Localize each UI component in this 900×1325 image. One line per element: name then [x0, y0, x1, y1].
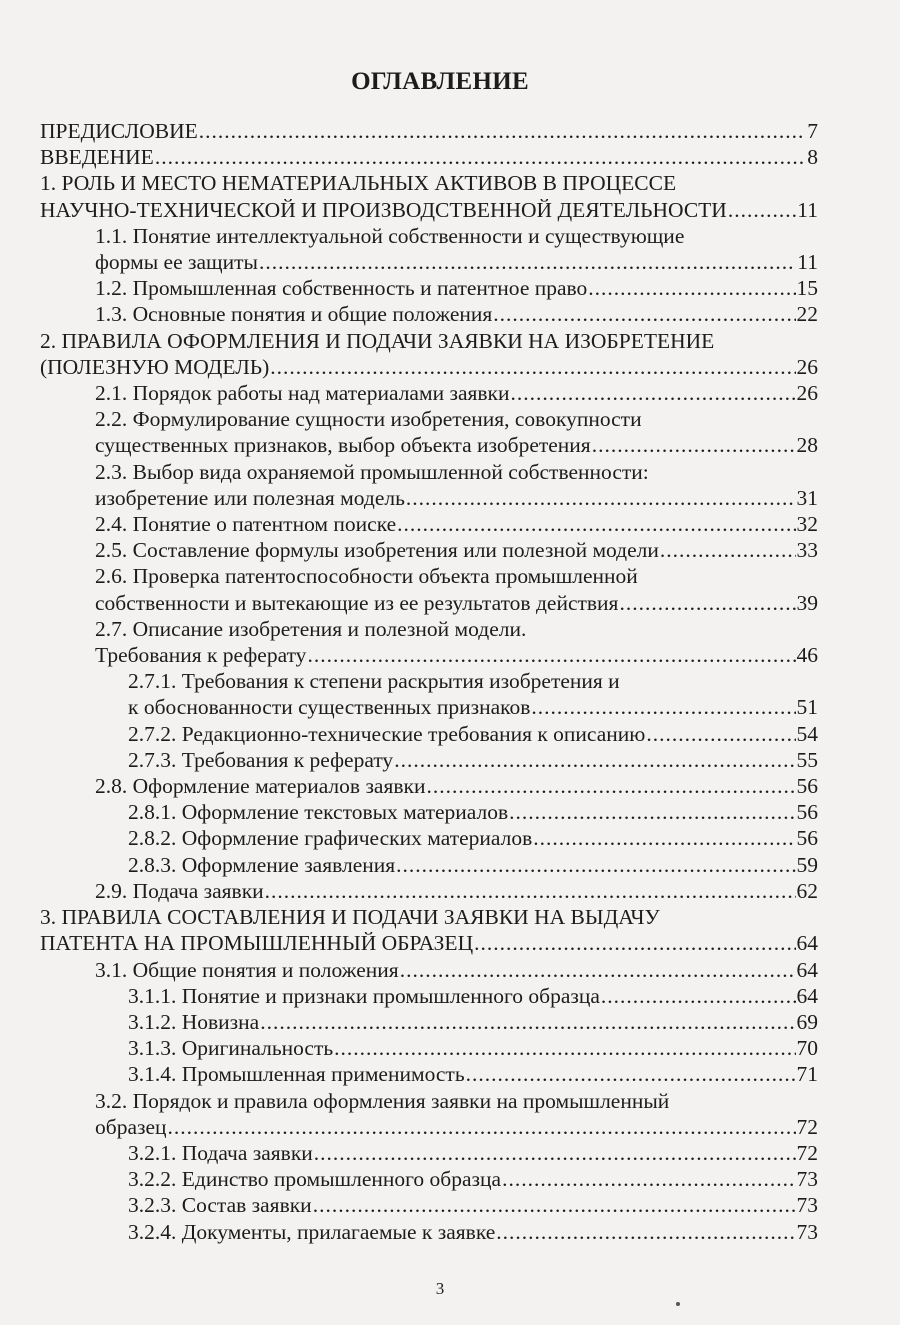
- toc-entry-title-line: 2.7.1. Требования к степени раскрытия изобретения и: [128, 669, 620, 694]
- toc-entry-title: к обоснованности существенных признаков: [128, 695, 531, 720]
- dot-leader: [510, 380, 795, 406]
- toc-entry-title: НАУЧНО-ТЕХНИЧЕСКОЙ И ПРОИЗВОДСТВЕННОЙ ДЕЯТЕЛЬНОСТИ: [40, 197, 727, 222]
- dot-leader: [400, 957, 796, 983]
- toc-page-number: 70: [796, 1036, 818, 1061]
- toc-entry-line: [95, 275, 818, 301]
- toc-page-number: 31: [796, 485, 818, 510]
- toc-page-number: 8: [807, 145, 818, 170]
- toc-entry-title: 2.7.2. Редакционно-технические требования к описанию: [128, 721, 646, 746]
- toc-entry-line: [40, 930, 818, 956]
- toc-entry-line: [128, 1009, 818, 1035]
- toc-page-number: 71: [796, 1062, 818, 1087]
- toc-page-number: 56: [796, 774, 818, 799]
- toc-entry-title: 3.2.2. Единство промышленного образца: [128, 1167, 502, 1192]
- page-number: 3: [435, 1279, 445, 1298]
- toc-entry-line: [95, 642, 818, 668]
- dot-leader: [270, 354, 795, 380]
- toc-entry-title: 2.5. Составление формулы изобретения или полезной модели: [95, 538, 659, 563]
- toc-page-number: 64: [796, 931, 818, 956]
- toc-entry-line: [40, 118, 818, 144]
- toc-page-number: 62: [796, 878, 818, 903]
- toc-entry-title: 3.2.1. Подача заявки: [128, 1140, 313, 1165]
- dot-leader: [426, 773, 795, 799]
- toc-entry: [40, 1009, 818, 1035]
- toc-entry-line: [128, 983, 818, 1009]
- toc-entry: [40, 1035, 818, 1061]
- toc-entry-title-line: 3. ПРАВИЛА СОСТАВЛЕНИЯ И ПОДАЧИ ЗАЯВКИ НА ВЫДАЧУ: [40, 905, 660, 930]
- toc-page-number: 56: [796, 826, 818, 851]
- toc-entry-title: образец: [95, 1114, 167, 1139]
- toc-page-number: 72: [796, 1114, 818, 1139]
- toc-entry-line: [95, 380, 818, 406]
- toc-entry: [40, 983, 818, 1009]
- toc-entry: [40, 773, 818, 799]
- toc-entry-title-line: 1. РОЛЬ И МЕСТО НЕМАТЕРИАЛЬНЫХ АКТИВОВ В ПРОЦЕССЕ: [40, 171, 677, 196]
- toc-entry-title: 2.7.3. Требования к реферату: [128, 747, 394, 772]
- toc-page-number: 32: [796, 512, 818, 537]
- toc-entry: [40, 406, 818, 458]
- dot-leader: [260, 1009, 795, 1035]
- toc-entry: [40, 825, 818, 851]
- toc-entry: [40, 301, 818, 327]
- toc-entry-title-line: 2. ПРАВИЛА ОФОРМЛЕНИЯ И ПОДАЧИ ЗАЯВКИ НА ИЗОБРЕТЕНИЕ: [40, 328, 715, 353]
- dot-leader: [466, 1061, 796, 1087]
- dot-leader: [397, 511, 795, 537]
- toc-entry-title-line: 3.2. Порядок и правила оформления заявки на промышленный: [95, 1088, 670, 1113]
- toc-entry: [40, 1088, 818, 1140]
- toc-page-number: 39: [796, 590, 818, 615]
- toc-entry: [40, 459, 818, 511]
- toc-entry-line: [128, 1192, 818, 1218]
- toc-entry-line: [40, 354, 818, 380]
- toc-page-number: 15: [796, 276, 818, 301]
- dot-leader: [314, 1140, 796, 1166]
- toc-entry: [40, 1061, 818, 1087]
- toc-entry-line: [95, 878, 818, 904]
- toc-entry-title: 3.1. Общие понятия и положения: [95, 957, 399, 982]
- toc-entry-line: [95, 432, 818, 458]
- toc-entry-title: существенных признаков, выбор объекта изобретения: [95, 433, 591, 458]
- toc-entry-line: [95, 957, 818, 983]
- toc-entry: [40, 118, 818, 144]
- toc-entry-title: 2.4. Понятие о патентном поиске: [95, 512, 397, 537]
- toc-entry-title-line: 2.7. Описание изобретения и полезной модели.: [95, 616, 527, 641]
- toc-page-number: 22: [796, 302, 818, 327]
- toc-entry: [40, 878, 818, 904]
- dot-leader: [592, 432, 796, 458]
- toc-entry-title: формы ее защиты: [95, 250, 258, 275]
- toc-page-number: 11: [797, 197, 818, 222]
- toc-entry-title: 3.2.3. Состав заявки: [128, 1193, 312, 1218]
- toc-entry: [40, 1192, 818, 1218]
- dot-leader: [394, 747, 795, 773]
- toc-entry-title: 3.2.4. Документы, прилагаемые к заявке: [128, 1219, 496, 1244]
- toc-page-number: 56: [796, 800, 818, 825]
- toc-entry: [40, 799, 818, 825]
- toc-entry-title: 2.9. Подача заявки: [95, 878, 264, 903]
- toc-entry-line: [95, 249, 818, 275]
- toc-entry-title: 1.2. Промышленная собственность и патентное право: [95, 276, 588, 301]
- toc-entry-title: 3.1.4. Промышленная применимость: [128, 1062, 465, 1087]
- dot-leader: [168, 1114, 796, 1140]
- toc-page-number: 64: [796, 983, 818, 1008]
- dot-leader: [199, 118, 805, 144]
- toc-entry-title: 3.1.2. Новизна: [128, 1009, 260, 1034]
- toc-entry-title: 1.3. Основные понятия и общие положения: [95, 302, 493, 327]
- toc-entry: [40, 223, 818, 275]
- toc-page-number: 73: [796, 1167, 818, 1192]
- toc-entry-line: [40, 197, 818, 223]
- toc-entry: [40, 852, 818, 878]
- toc-entry-title: 2.8.3. Оформление заявления: [128, 852, 396, 877]
- toc-page-number: 7: [807, 119, 818, 143]
- dot-leader: [531, 694, 795, 720]
- toc-entry-line: [128, 1035, 818, 1061]
- toc-entry-title: 2.8.1. Оформление текстовых материалов: [128, 800, 509, 825]
- toc-heading: ОГЛАВЛЕНИЕ: [351, 68, 529, 95]
- toc-entry-title: 2.1. Порядок работы над материалами заявки: [95, 381, 510, 406]
- toc-entry-title-line: 1.1. Понятие интеллектуальной собственности и существующие: [95, 223, 685, 248]
- dot-leader: [660, 537, 796, 563]
- toc-entry-title: 2.8.2. Оформление графических материалов: [128, 826, 533, 851]
- dot-leader: [259, 249, 796, 275]
- toc-entry-title: (ПОЛЕЗНУЮ МОДЕЛЬ): [40, 354, 270, 379]
- toc-entry: [40, 1219, 818, 1245]
- toc-page-number: 73: [796, 1219, 818, 1244]
- dot-leader: [307, 642, 795, 668]
- dot-leader: [265, 878, 796, 904]
- toc-entry: [40, 1166, 818, 1192]
- dot-leader: [646, 721, 795, 747]
- dot-leader: [396, 852, 795, 878]
- toc-entry-title-line: 2.6. Проверка патентоспособности объекта промышленной: [95, 564, 638, 589]
- toc-entry-line: [128, 1061, 818, 1087]
- dot-leader: [334, 1035, 795, 1061]
- toc-entry-line: [95, 301, 818, 327]
- toc-entry-line: [128, 694, 818, 720]
- toc-page-number: 64: [796, 957, 818, 982]
- dot-leader: [474, 930, 795, 956]
- toc-entry: [40, 957, 818, 983]
- dot-leader: [496, 1219, 795, 1245]
- toc-entry: [40, 721, 818, 747]
- toc-page-number: 69: [796, 1009, 818, 1034]
- toc-entry-line: [128, 799, 818, 825]
- print-speck: [676, 1302, 680, 1306]
- toc-entry-title: 3.1.1. Понятие и признаки промышленного образца: [128, 983, 600, 1008]
- toc-page-number: 28: [796, 433, 818, 458]
- dot-leader: [313, 1192, 796, 1218]
- toc-entry-title: изобретение или полезная модель: [95, 485, 405, 510]
- toc-entry: [40, 616, 818, 668]
- toc-page-number: 55: [796, 747, 818, 772]
- toc-entry-title: 3.1.3. Оригинальность: [128, 1036, 334, 1061]
- toc-entry-title: ВВЕДЕНИЕ: [40, 145, 154, 170]
- toc-entry-title: ПРЕДИСЛОВИЕ: [40, 119, 198, 143]
- dot-leader: [619, 590, 795, 616]
- toc-entry-line: [40, 144, 818, 170]
- toc-entry-line: [128, 852, 818, 878]
- toc-entry-line: [95, 773, 818, 799]
- toc-page-number: 26: [796, 381, 818, 406]
- toc-entry-title: 2.8. Оформление материалов заявки: [95, 774, 426, 799]
- toc-entry: [40, 170, 818, 222]
- toc-entry-line: [95, 511, 818, 537]
- toc-entry: [40, 275, 818, 301]
- toc-page-number: 54: [796, 721, 818, 746]
- toc-page-number: 46: [796, 643, 818, 668]
- toc-entry: [40, 668, 818, 720]
- dot-leader: [509, 799, 795, 825]
- dot-leader: [728, 197, 796, 223]
- toc-entry-title-line: 2.2. Формулирование сущности изобретения, совокупности: [95, 407, 642, 432]
- dot-leader: [493, 301, 795, 327]
- toc-entry-line: [95, 485, 818, 511]
- dot-leader: [406, 485, 796, 511]
- table-of-contents: [40, 118, 818, 1245]
- toc-entry: [40, 537, 818, 563]
- toc-entry-line: [128, 825, 818, 851]
- dot-leader: [533, 825, 795, 851]
- toc-entry: [40, 904, 818, 956]
- dot-leader: [502, 1166, 795, 1192]
- toc-entry-line: [128, 721, 818, 747]
- toc-entry-line: [95, 1114, 818, 1140]
- toc-entry-line: [128, 1166, 818, 1192]
- toc-page-number: 11: [797, 250, 818, 275]
- toc-entry-line: [128, 1140, 818, 1166]
- toc-page-number: 59: [796, 852, 818, 877]
- toc-entry-line: [95, 537, 818, 563]
- toc-entry: [40, 1140, 818, 1166]
- toc-page-number: 73: [796, 1193, 818, 1218]
- toc-entry-title: Требования к реферату: [95, 643, 307, 668]
- dot-leader: [601, 983, 796, 1009]
- toc-entry-line: [95, 590, 818, 616]
- toc-entry: [40, 144, 818, 170]
- toc-entry: [40, 380, 818, 406]
- toc-page-number: 51: [796, 695, 818, 720]
- toc-entry: [40, 328, 818, 380]
- toc-page-number: 26: [796, 354, 818, 379]
- toc-page-number: 33: [796, 538, 818, 563]
- dot-leader: [155, 144, 805, 170]
- toc-entry: [40, 563, 818, 615]
- toc-entry-title: ПАТЕНТА НА ПРОМЫШЛЕННЫЙ ОБРАЗЕЦ: [40, 931, 474, 956]
- toc-entry: [40, 511, 818, 537]
- toc-page-number: 72: [796, 1140, 818, 1165]
- dot-leader: [588, 275, 795, 301]
- toc-entry-line: [128, 1219, 818, 1245]
- toc-entry-line: [128, 747, 818, 773]
- toc-entry-title-line: 2.3. Выбор вида охраняемой промышленной собственности:: [95, 459, 649, 484]
- toc-entry: [40, 747, 818, 773]
- toc-entry-title: собственности и вытекающие из ее результатов действия: [95, 590, 619, 615]
